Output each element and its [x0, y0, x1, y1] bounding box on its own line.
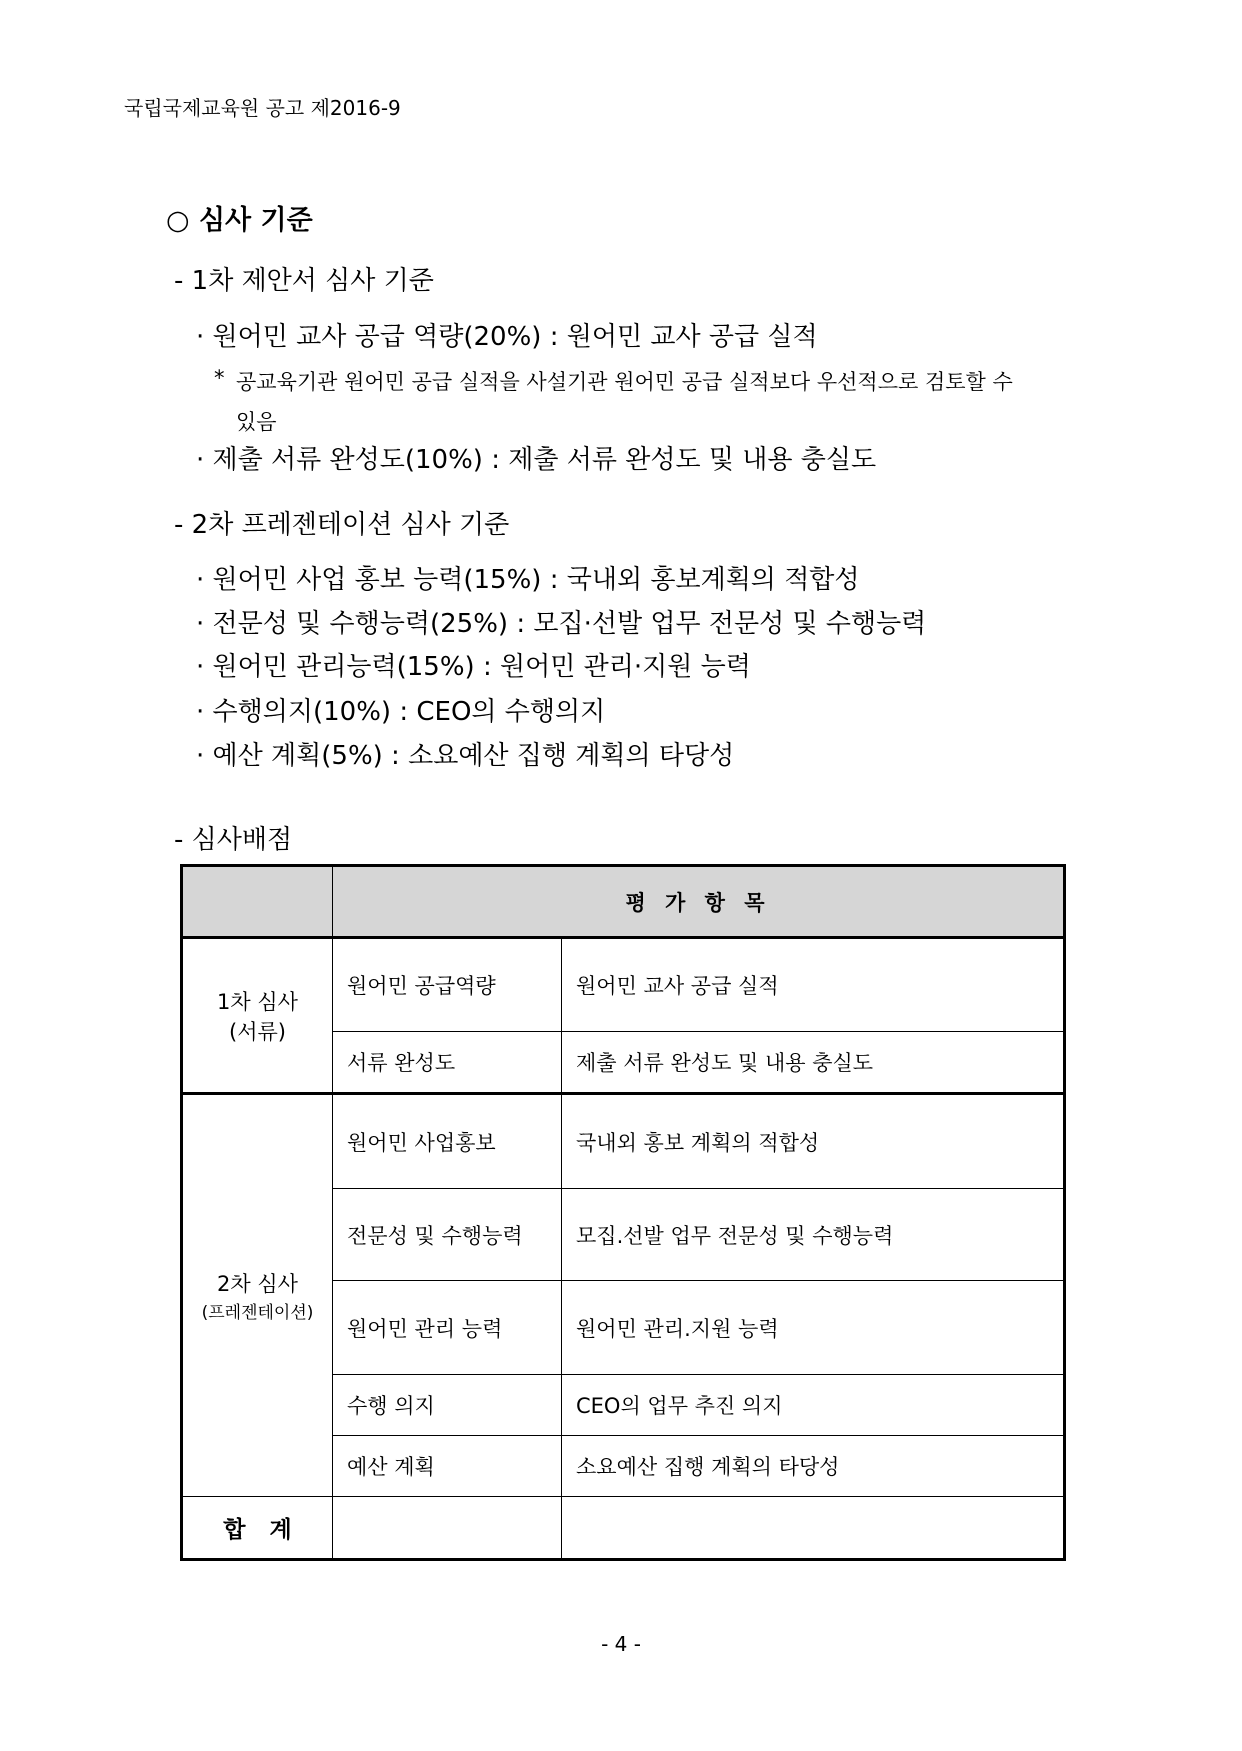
section-title	[166, 198, 313, 237]
page-number: - 4 -	[601, 1632, 641, 1656]
second-stage-title: - 2차 프레젠테이션 심사 기준	[174, 510, 510, 540]
header-blank-cell	[182, 866, 333, 938]
item-cell: 원어민 사업홍보	[333, 1094, 562, 1189]
item-cell: 예산 계획	[333, 1436, 562, 1497]
note-mark: *	[214, 366, 225, 390]
desc-cell: 원어민 관리.지원 능력	[562, 1281, 1065, 1375]
item-cell: 원어민 관리 능력	[333, 1281, 562, 1375]
first-stage-title: - 1차 제안서 심사 기준	[174, 266, 434, 296]
document-header: 국립국제교육원 공고 제2016-9	[124, 96, 401, 120]
group-label: 2차 심사	[217, 1272, 298, 1296]
desc-cell: 소요예산 집행 계획의 타당성	[562, 1436, 1065, 1497]
item-cell: 원어민 공급역량	[333, 938, 562, 1032]
scoring-table	[180, 864, 1066, 1561]
section-title-text: 심사 기준	[198, 205, 313, 236]
desc-cell: 제출 서류 완성도 및 내용 충실도	[562, 1032, 1065, 1094]
group-sublabel: (프레젠테이션)	[201, 1303, 314, 1323]
total-cell	[562, 1497, 1065, 1560]
scoring-title: - 심사배점	[174, 825, 293, 855]
item-cell: 서류 완성도	[333, 1032, 562, 1094]
total-cell	[333, 1497, 562, 1560]
note-line: 공교육기관 원어민 공급 실적을 사설기관 원어민 공급 실적보다 우선적으로 검토할 수	[236, 370, 1013, 394]
first-item: · 제출 서류 완성도(10%) : 제출 서류 완성도 및 내용 충실도	[196, 445, 877, 475]
item-cell: 전문성 및 수행능력	[333, 1189, 562, 1281]
desc-cell: 원어민 교사 공급 실적	[562, 938, 1065, 1032]
desc-cell: CEO의 업무 추진 의지	[562, 1375, 1065, 1436]
note-line: 있음	[236, 410, 277, 434]
second-item: · 예산 계획(5%) : 소요예산 집행 계획의 타당성	[196, 741, 735, 771]
table-row	[182, 1094, 1065, 1189]
group-sublabel: (서류)	[229, 1019, 286, 1044]
group-label: 1차 심사	[217, 989, 298, 1014]
circle-bullet-icon: ○	[166, 205, 190, 236]
total-label: 합 계	[182, 1497, 333, 1560]
first-item: · 원어민 교사 공급 역량(20%) : 원어민 교사 공급 실적	[196, 322, 818, 352]
header-cell: 평 가 항 목	[333, 866, 1065, 938]
second-item: · 전문성 및 수행능력(25%) : 모집·선발 업무 전문성 및 수행능력	[196, 609, 927, 639]
second-item: · 원어민 관리능력(15%) : 원어민 관리·지원 능력	[196, 652, 751, 682]
desc-cell: 국내외 홍보 계획의 적합성	[562, 1094, 1065, 1189]
group-cell	[182, 938, 333, 1094]
item-cell: 수행 의지	[333, 1375, 562, 1436]
second-item: · 수행의지(10%) : CEO의 수행의지	[196, 697, 606, 727]
desc-cell: 모집.선발 업무 전문성 및 수행능력	[562, 1189, 1065, 1281]
second-item: · 원어민 사업 홍보 능력(15%) : 국내외 홍보계획의 적합성	[196, 565, 860, 595]
group-cell	[182, 1094, 333, 1497]
table-row	[182, 938, 1065, 1032]
total-row	[182, 1497, 1065, 1560]
